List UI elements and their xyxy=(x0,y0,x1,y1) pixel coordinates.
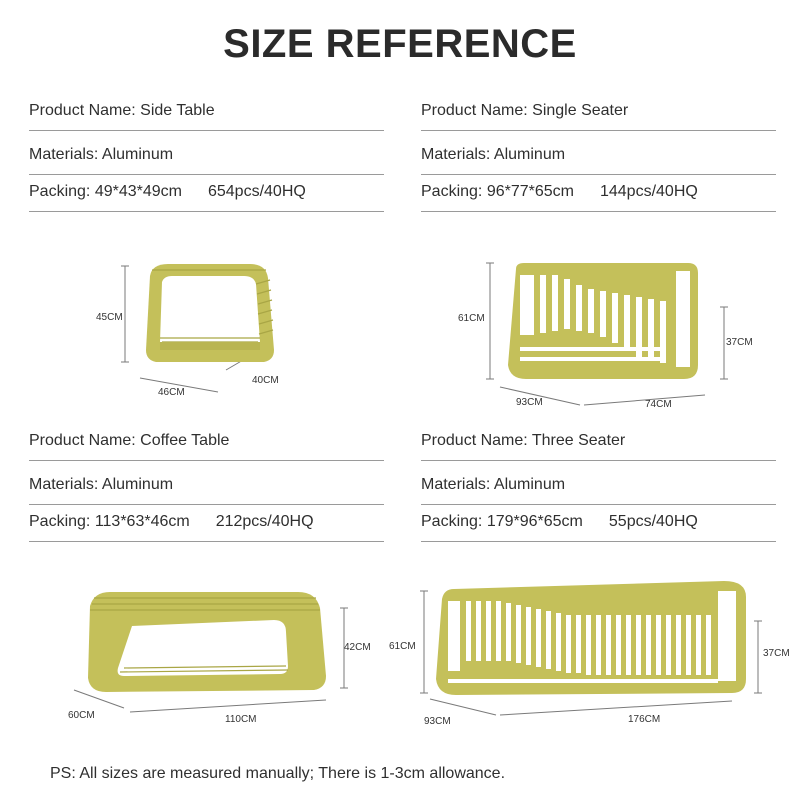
coffee-table-depth-label: 60CM xyxy=(68,710,95,721)
side-table-height-label: 45CM xyxy=(96,312,123,323)
packing-row xyxy=(29,513,384,542)
single-seater-image xyxy=(480,255,740,415)
container-quantity: 212pcs/40HQ xyxy=(215,513,314,530)
three-seater-width-label: 176CM xyxy=(628,714,661,725)
product-name: Product Name: Three Seater xyxy=(421,432,776,461)
three-seater-height-label: 61CM xyxy=(389,641,416,652)
coffee-table-image xyxy=(60,580,370,730)
materials: Materials: Aluminum xyxy=(29,476,384,505)
three-seater-image xyxy=(412,575,762,735)
packing: Packing: 49*43*49cm xyxy=(29,183,182,200)
coffee-table-height-label: 42CM xyxy=(344,642,371,653)
container-quantity: 55pcs/40HQ xyxy=(608,513,698,530)
materials: Materials: Aluminum xyxy=(421,146,776,175)
packing-row xyxy=(421,183,776,212)
packing-row xyxy=(29,183,384,212)
packing: Packing: 179*96*65cm xyxy=(421,513,583,530)
single-seater-seat-height-label: 37CM xyxy=(726,337,753,348)
three-seater-seat-height-label: 37CM xyxy=(763,648,790,659)
side-table-image xyxy=(90,250,310,410)
single-seater-depth-label: 93CM xyxy=(516,397,543,408)
packing: Packing: 113*63*46cm xyxy=(29,513,190,530)
coffee-table-width-label: 110CM xyxy=(225,714,257,725)
side-table-width-label: 46CM xyxy=(158,387,185,398)
packing: Packing: 96*77*65cm xyxy=(421,183,574,200)
three-seater-depth-label: 93CM xyxy=(424,716,451,727)
allowance-note: PS: All sizes are measured manually; There is 1-3cm allowance. xyxy=(50,765,506,782)
materials: Materials: Aluminum xyxy=(421,476,776,505)
product-name: Product Name: Side Table xyxy=(29,102,384,131)
container-quantity: 144pcs/40HQ xyxy=(599,183,698,200)
materials: Materials: Aluminum xyxy=(29,146,384,175)
product-name: Product Name: Single Seater xyxy=(421,102,776,131)
single-seater-width-label: 74CM xyxy=(645,399,672,410)
product-name: Product Name: Coffee Table xyxy=(29,432,384,461)
packing-row xyxy=(421,513,776,542)
container-quantity: 654pcs/40HQ xyxy=(207,183,306,200)
single-seater-height-label: 61CM xyxy=(458,313,485,324)
page-title: SIZE REFERENCE xyxy=(223,22,577,66)
side-table-depth-label: 40CM xyxy=(252,375,279,386)
